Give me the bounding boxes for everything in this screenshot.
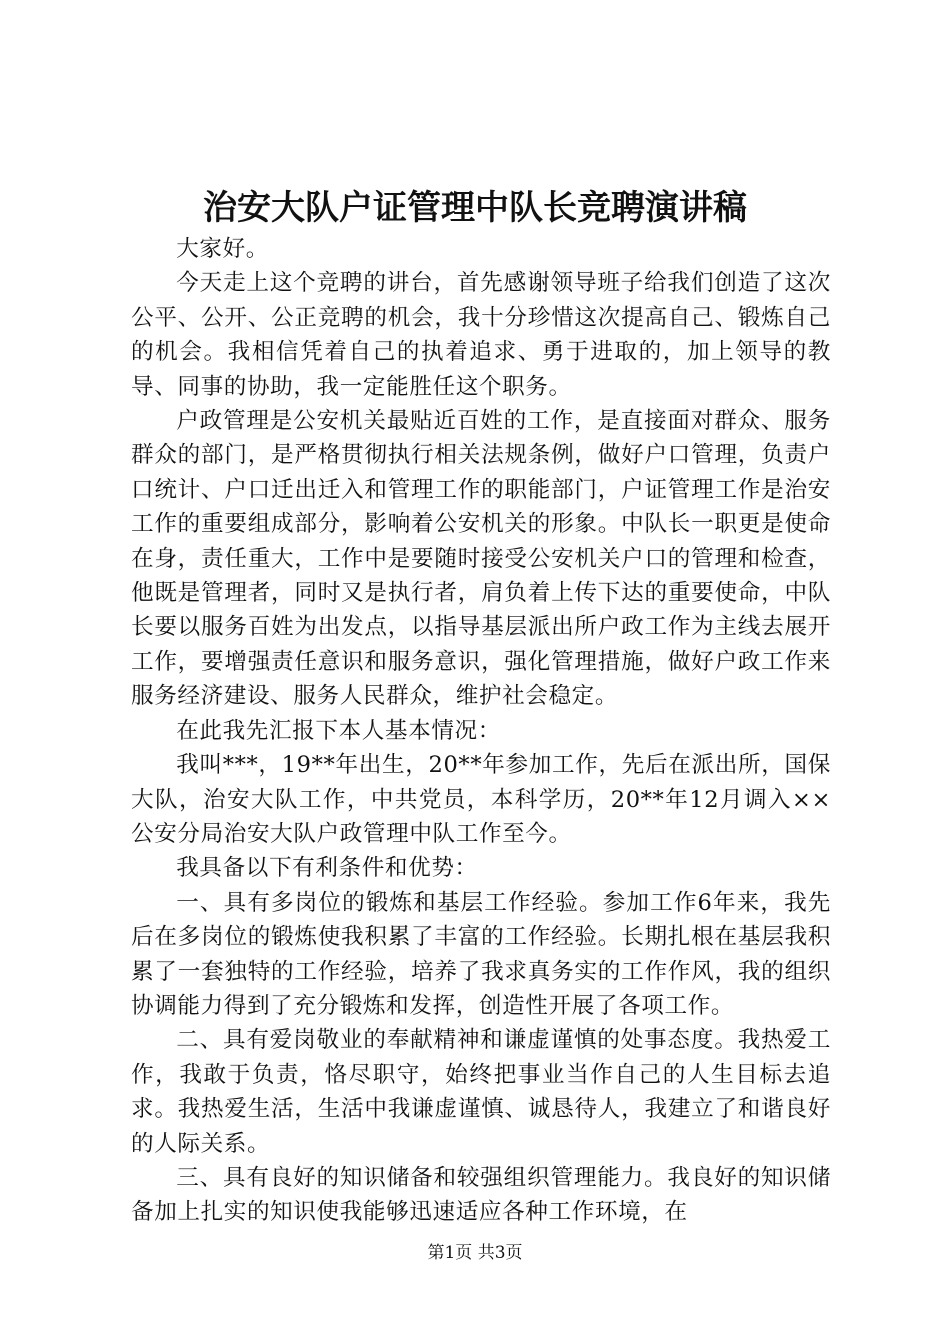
document-body [131, 232, 831, 1230]
paragraph-advantage-three: 三、具有良好的知识储备和较强组织管理能力。我良好的知识储备加上扎实的知识使我能够迅速适应各种工作环境，在 [131, 1164, 831, 1226]
page-footer: 第1页 共3页 [427, 1243, 523, 1263]
paragraph-personal-info: 我叫***，19**年出生，20**年参加工作，先后在派出所，国保大队，治安大队工作，中共党员，本科学历，20**年12月调入××公安分局治安大队户政管理中队工作至今。 [131, 752, 831, 847]
paragraph-household-management: 户政管理是公安机关最贴近百姓的工作，是直接面对群众、服务群众的部门，是严格贯彻执行相关法规条例，做好户口管理，负责户口统计、户口迁出迁入和管理工作的职能部门，户证管理工作是治安工作的重要组成部分，影响着公安机关的形象。中队长一职更是使命在身，责任重大，工作中是要随时接受公安机关户口的管理和检查，他既是管理者，同时又是执行者，肩负着上传下达的重要使命，中队长要以服务百姓为出发点，以指导基层派出所户政工作为主线去展开工作，要增强责任意识和服务意识，强化管理措施，做好户政工作来服务经济建设、服务人民群众，维护社会稳定。 [131, 408, 831, 710]
paragraph-advantage-one: 一、具有多岗位的锻炼和基层工作经验。参加工作6年来，我先后在多岗位的锻炼使我积累了丰富的工作经验。长期扎根在基层我积累了一套独特的工作经验，培养了我求真务实的工作作风，我的组织协调能力得到了充分锻炼和发挥，创造性开展了各项工作。 [131, 889, 831, 1019]
paragraph-advantages-heading: 我具备以下有利条件和优势： [176, 855, 478, 882]
document-title: 治安大队户证管理中队长竞聘演讲稿 [203, 188, 747, 228]
paragraph-greeting: 大家好。 [176, 236, 269, 262]
paragraph-advantage-two: 二、具有爱岗敬业的奉献精神和谦虚谨慎的处事态度。我热爱工作，我敢于负责，恪尽职守，始终把事业当作自己的人生目标去追求。我热爱生活，生活中我谦虚谨慎、诚恳待人，我建立了和谐良好的人际关系。 [131, 1027, 831, 1157]
paragraph-intro: 今天走上这个竞聘的讲台，首先感谢领导班子给我们创造了这次公平、公开、公正竞聘的机会，我十分珍惜这次提高自己、锻炼自己的机会。我相信凭着自己的执着追求、勇于进取的，加上领导的教导、同事的协助，我一定能胜任这个职务。 [131, 270, 831, 400]
paragraph-report-heading: 在此我先汇报下本人基本情况： [176, 717, 501, 744]
